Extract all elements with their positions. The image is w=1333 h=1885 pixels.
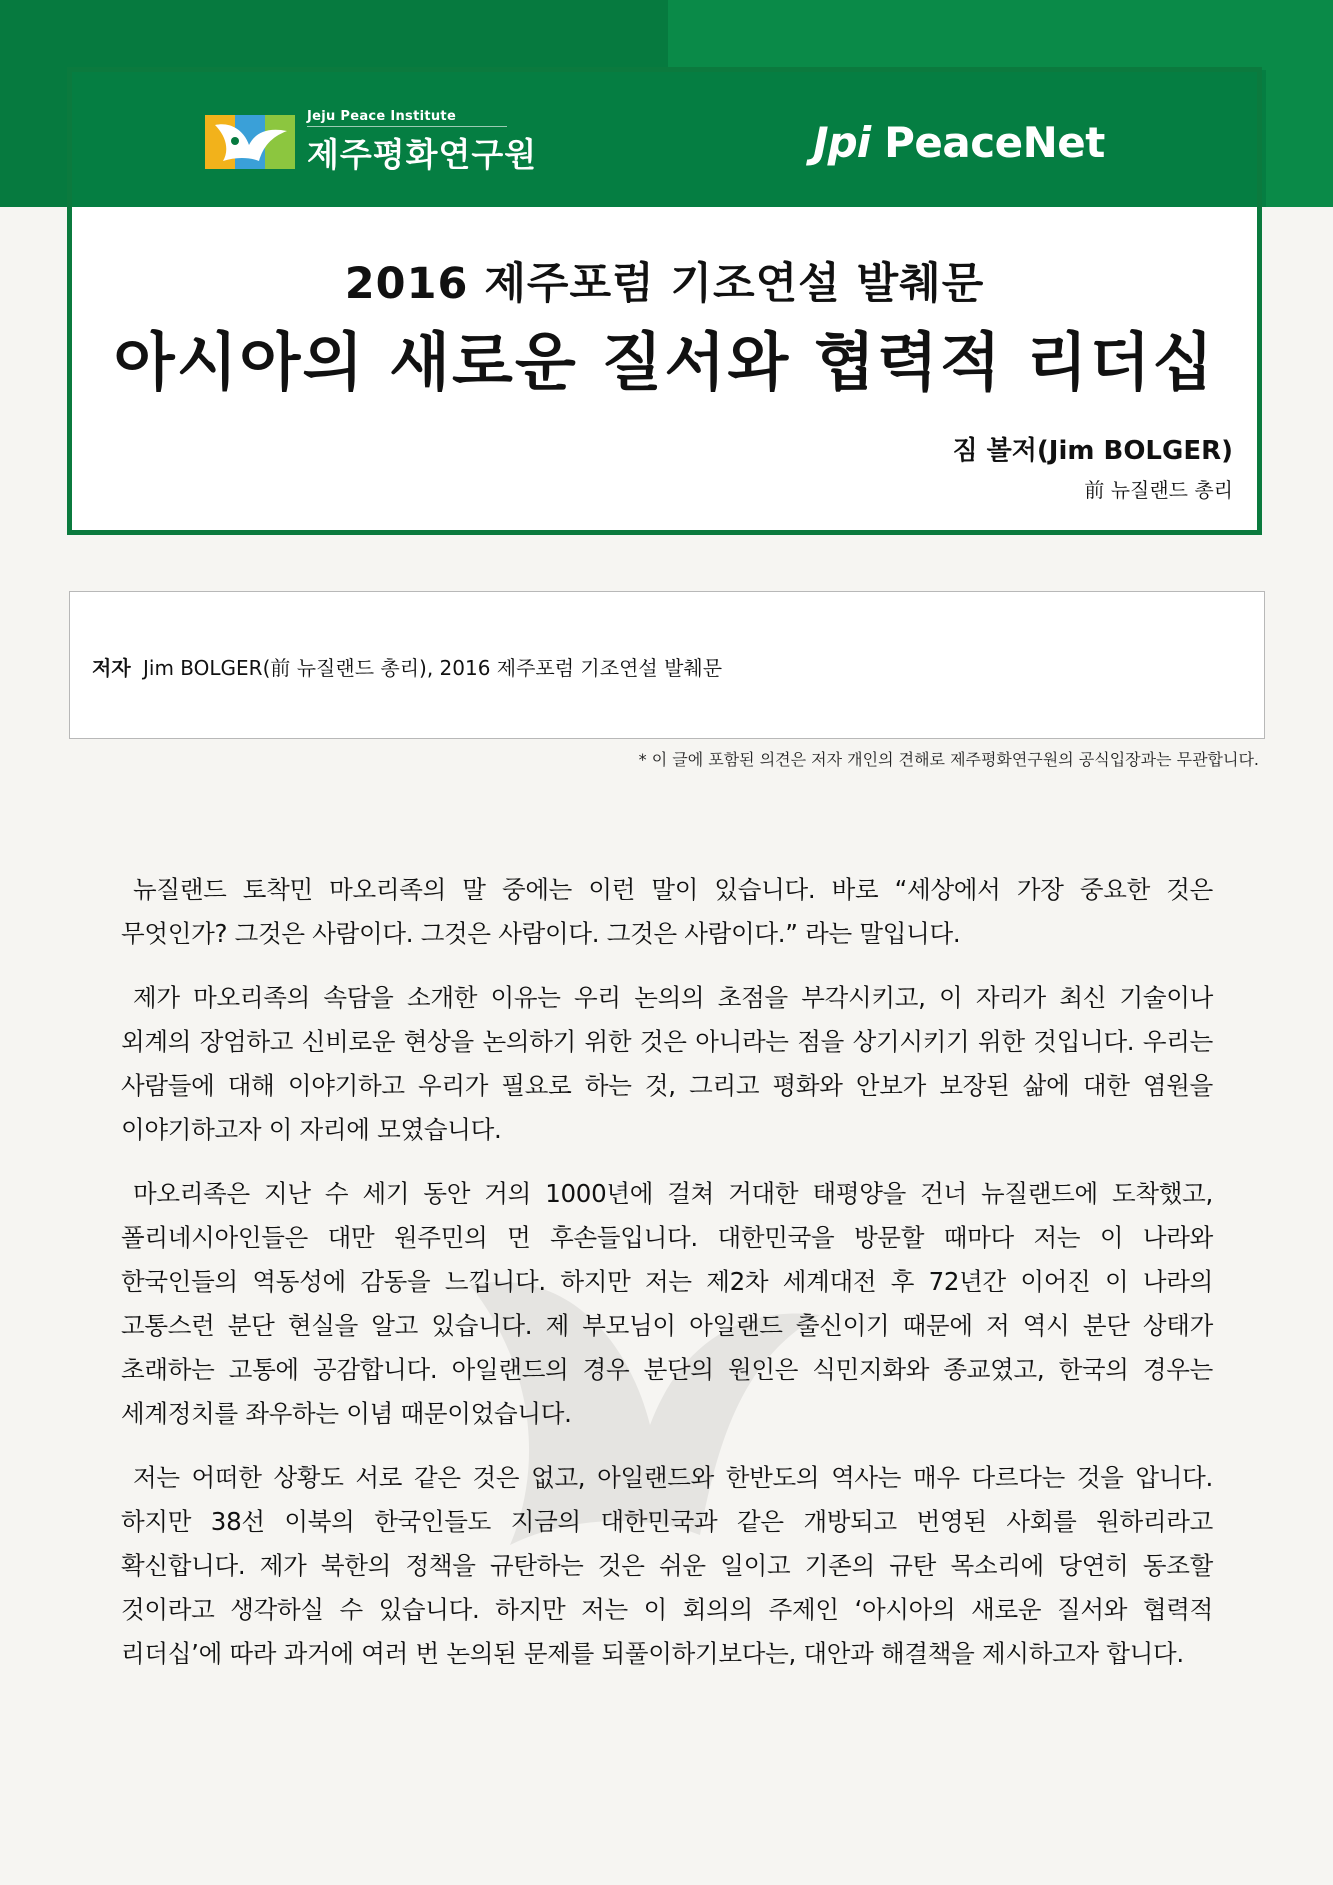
dove-logo-icon	[205, 111, 295, 173]
author-info-text: Jim BOLGER(前 뉴질랜드 총리), 2016 제주포럼 기조연설 발췌문	[143, 656, 723, 680]
paragraph-4: 저는 어떠한 상황도 서로 같은 것은 없고, 아일랜드와 한반도의 역사는 매우 다르다는 것을 압니다. 하지만 38선 이북의 한국인들도 지금의 대한민국과 같은 개방되고 번영된 사회를 원하리라고 확신합니다. 제가 북한의 정책을 규탄하는 것은 쉬운 일이고 기존의 규탄 목소리에 당연히 동조할 것이라고 생각하실 수 있습니다. 하지만 저는 이 회의의 주제인 ‘아시아의 새로운 질서와 협력적 리더십’에 따라 과거에 여러 번 논의된 문제를 되풀이하기보다는, 대안과 해결책을 제시하고자 합니다.	[121, 1463, 1213, 1668]
disclaimer: * 이 글에 포함된 의견은 저자 개인의 견해로 제주평화연구원의 공식입장과는 무관합니다.	[638, 750, 1259, 769]
author-info-label: 저자	[92, 656, 131, 680]
peacenet-logo	[813, 118, 1105, 167]
jeju-peace-institute-logo	[205, 110, 537, 174]
document-title: 아시아의 새로운 질서와 협력적 리더십	[113, 326, 1216, 399]
article-body	[121, 868, 1213, 1696]
paragraph-2: 제가 마오리족의 속담을 소개한 이유는 우리 논의의 초점을 부각시키고, 이 자리가 최신 기술이나 외계의 장엄하고 신비로운 현상을 논의하기 위한 것은 아니라는 점을 상기시키기 위한 것입니다. 우리는 사람들에 대해 이야기하고 우리가 필요로 하는 것, 그리고 평화와 안보가 보장된 삶에 대한 염원을 이야기하고자 이 자리에 모였습니다.	[121, 983, 1213, 1144]
author-info	[92, 652, 722, 681]
jpi-mark: Jpi	[813, 118, 871, 167]
author-info-box	[69, 591, 1265, 739]
institute-name-ko: 제주평화연구원	[307, 134, 538, 174]
paragraph-3: 마오리족은 지난 수 세기 동안 거의 1000년에 걸쳐 거대한 태평양을 건너 뉴질랜드에 도착했고, 폴리네시아인들은 대만 원주민의 먼 후손들입니다. 대한민국을 방문할 때마다 저는 이 나라와 한국인들의 역동성에 감동을 느낍니다. 하지만 저는 제2차 세계대전 후 72년간 이어진 이 나라의 고통스런 분단 현실을 알고 있습니다. 제 부모님이 아일랜드 출신이기 때문에 저 역시 분단 상태가 초래하는 고통에 공감합니다. 아일랜드의 경우 분단의 원인은 식민지화와 종교였고, 한국의 경우는 세계정치를 좌우하는 이념 때문이었습니다.	[121, 1179, 1213, 1428]
author-role: 前 뉴질랜드 총리	[1084, 478, 1233, 502]
peacenet-name: PeaceNet	[884, 118, 1105, 167]
document-subtitle: 2016 제주포럼 기조연설 발췌문	[344, 259, 985, 309]
paragraph-1: 뉴질랜드 토착민 마오리족의 말 중에는 이런 말이 있습니다. 바로 “세상에서 가장 중요한 것은 무엇인가? 그것은 사람이다. 그것은 사람이다. 그것은 사람이다.” 라는 말입니다.	[121, 875, 1213, 948]
institute-name-en: Jeju Peace Institute	[307, 109, 507, 127]
author-name: 짐 볼저(Jim BOLGER)	[952, 436, 1233, 466]
